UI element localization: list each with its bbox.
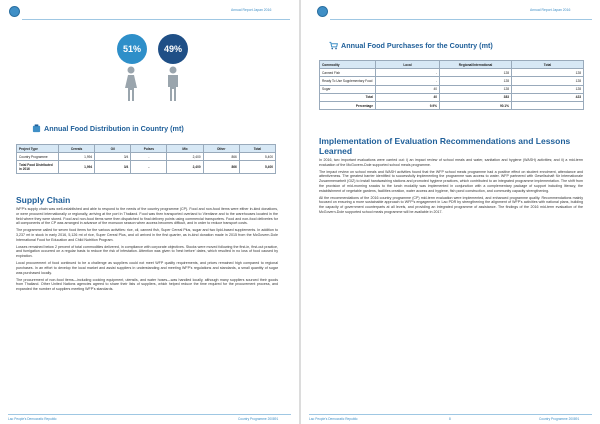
table-total-row [320, 93, 584, 101]
row-label: Total Food Distributed in 2016 [17, 161, 59, 173]
table-row [17, 153, 276, 161]
paragraph: In 2016, two important evaluations were carried out: i) an impact review of school meals and water, sanitation and hygiene (WASH) activities; and ii) a mid-term evaluation of the McGovern-Dole supported school meals programme. [319, 158, 583, 167]
table-cell: 3/4 [95, 153, 131, 161]
table-cell: 1,994 [59, 161, 95, 173]
table-cell: 128 [440, 85, 512, 93]
paragraph: The procurement of non-food items—including cooking equipment, utensils, and water hoses—was handled locally, although many suppliers sourced their goods from Thailand. Other United Nations agencies agreed to share their lists of suppliers, which helped reduce the time required for the procurement process, and expanded the number of suppliers meeting WFP's standards. [16, 277, 278, 291]
row-label: Total [320, 93, 376, 101]
male-person-icon [166, 66, 180, 102]
table-cell: 128 [512, 85, 584, 93]
food-bag-icon [32, 124, 41, 133]
paragraph: Losses remained below 2 percent of total commodities delivered, in compliance with corporate objectives. Stocks were moved following the first-in, first-out practice, and fumigation occurred on a regular basis to reduce the risk of infestation. Attention was given to 'best before' dates, which resulted in no loss of food caused by expiration. [16, 244, 278, 259]
running-header: Annual Report Japan 2016 [231, 8, 272, 12]
table-cell [512, 101, 584, 109]
row-label: Sugar [320, 85, 376, 93]
header-rule [330, 19, 592, 20]
row-label: Canned Fish [320, 69, 376, 77]
header-rule [22, 19, 290, 20]
row-label: Country Programme [17, 153, 59, 161]
footer-rule [309, 414, 592, 415]
column-header: Total [239, 145, 275, 153]
male-percent-circle [158, 34, 188, 64]
footer-right: Country Programme 200891 [539, 417, 580, 421]
column-header: Oil [95, 145, 131, 153]
column-header: Total [512, 61, 584, 69]
table-cell: 90.1% [440, 101, 512, 109]
table-row [320, 69, 584, 77]
column-header: Cereals [59, 145, 95, 153]
column-header: Pulses [131, 145, 167, 153]
footer-left: Lao People's Democratic Republic [8, 417, 57, 421]
column-header: Mix [167, 145, 203, 153]
page-number: 8 [449, 417, 451, 421]
table-cell: - [131, 161, 167, 173]
purchases-table-title: Annual Food Purchases for the Country (mt) [329, 41, 493, 50]
female-percent: 51% [122, 44, 141, 54]
column-header: Local [376, 61, 440, 69]
column-header: Commodity [320, 61, 376, 69]
distribution-table [16, 144, 276, 174]
table-cell: 2,400 [167, 161, 203, 173]
footer-left: Lao People's Democratic Republic [309, 417, 358, 421]
supply-chain-heading: Supply Chain [16, 195, 71, 205]
table-cell: 866 [203, 153, 239, 161]
table-cell: 128 [440, 77, 512, 85]
male-percent: 49% [163, 44, 182, 54]
shopping-cart-icon [329, 41, 338, 50]
table-cell: 383 [440, 93, 512, 101]
paragraph: The programme called for seven food items for the various activities: rice, oil, canned fish, Super Cereal Plus, sugar and two lipid-based supplements. In addition to 3,237 mt in stock in early 2016, 5,126 mt of rice, Super Cereal Plus, and oil arrived in the first quarter, as in-kind donation made in 2015 from the McGovern-Dole International Food for Education and Child Nutrition Program. [16, 228, 278, 242]
footer-rule [8, 414, 291, 415]
column-header: Other [203, 145, 239, 153]
purchases-table [319, 60, 584, 110]
distribution-table-title: Annual Food Distribution in Country (mt) [32, 124, 184, 133]
table-percentage-row [320, 101, 584, 109]
table-row [320, 77, 584, 85]
table-cell: - [131, 153, 167, 161]
table-cell: 866 [203, 161, 239, 173]
paragraph: The impact review on school meals and WASH activities found that the WFP school meals programme had a positive effect on student enrolment, attendance and attentiveness. The greatest barrier identified to successfully implementing the programme was access to water. WFP partnered with Gesellschaft für Internationale Zusammenarbeit (GIZ) to install handwashing stations and promoted hygiene practices, which contributed to an integrated programme implementation. The shift from the provision of mid-morning snacks to the lunch modality was implemented in conjunction with a complementary package of support including literacy, the establishment of vegetable gardens, facilities creation, water access and hygiene, fish pond construction, and community capacity strengthening. [319, 169, 583, 193]
table-cell: 40 [376, 93, 440, 101]
paragraph: Local procurement of food continued to be a challenge as suppliers could not meet WFP quality requirements, and prices remained high compared to regional purchases. In an effort to develop the local market and assist suppliers in understanding and meeting WFP's regulations and standards, a small quantity of sugar was purchased locally. [16, 261, 278, 275]
wfp-logo-icon [317, 6, 328, 17]
paragraph: WFP's supply chain was well-established and able to respond to the needs of the country programme (CP). Food and non-food items were either in-kind donations, or were procured internationally or regionally, arriving at the port in Thailand. Food was then transported overland to Vientiane and to the warehouses located in the field where they were stored. Food and non-food items were then dispatched to final delivery points using commercial transporters. Food and non-food deliveries for all components of the CP was arranged in advance of the monsoon season when access becomes difficult, and in order to reduce transport costs. [16, 207, 278, 226]
right-page [301, 0, 600, 424]
evaluation-heading: Implementation of Evaluation Recommendations and Lessons Learned [319, 136, 571, 156]
column-header: Project Type [17, 145, 59, 153]
female-percent-circle [117, 34, 147, 64]
table-cell: 5,400 [239, 161, 275, 173]
table-header-row [17, 145, 276, 153]
table-total-row [17, 161, 276, 173]
table-cell: - [376, 77, 440, 85]
table-cell: - [376, 69, 440, 77]
table-cell: 3/4 [95, 161, 131, 173]
paragraph: All the recommendations of the 2016 country programme (CP) mid-term evaluation were implemented, and enhanced programme quality. Recommendations mainly focused on ensuring a more sustainable approach to WFP's engagement in Lao PDR by strengthening the alignment of WFP's activities with national plans, building the capacity of government counterparts at all levels, and providing an integrated programme of assistance. The findings of the 2016 mid-term evaluation of the McGovern-Dole supported school meals programme will be available in 2017. [319, 195, 583, 214]
supply-chain-body [16, 207, 278, 294]
column-header: Regional/International [440, 61, 512, 69]
table-cell: 128 [440, 69, 512, 77]
table-cell: 9.9% [376, 101, 440, 109]
female-person-icon [124, 66, 138, 102]
left-page [0, 0, 299, 424]
table-cell: 128 [512, 77, 584, 85]
table-cell: 128 [512, 69, 584, 77]
table-cell: 40 [376, 85, 440, 93]
evaluation-body [319, 158, 583, 217]
table-cell: 423 [512, 93, 584, 101]
table-cell: 1,994 [59, 153, 95, 161]
row-label: Percentage [320, 101, 376, 109]
table-header-row [320, 61, 584, 69]
wfp-logo-icon [9, 6, 20, 17]
table-cell: 5,400 [239, 153, 275, 161]
table-cell: 2,400 [167, 153, 203, 161]
footer-right: Country Programme 200891 [238, 417, 279, 421]
table-row [320, 85, 584, 93]
running-header: Annual Report Japan 2016 [530, 8, 571, 12]
row-label: Ready To Use Supplementary Food [320, 77, 376, 85]
